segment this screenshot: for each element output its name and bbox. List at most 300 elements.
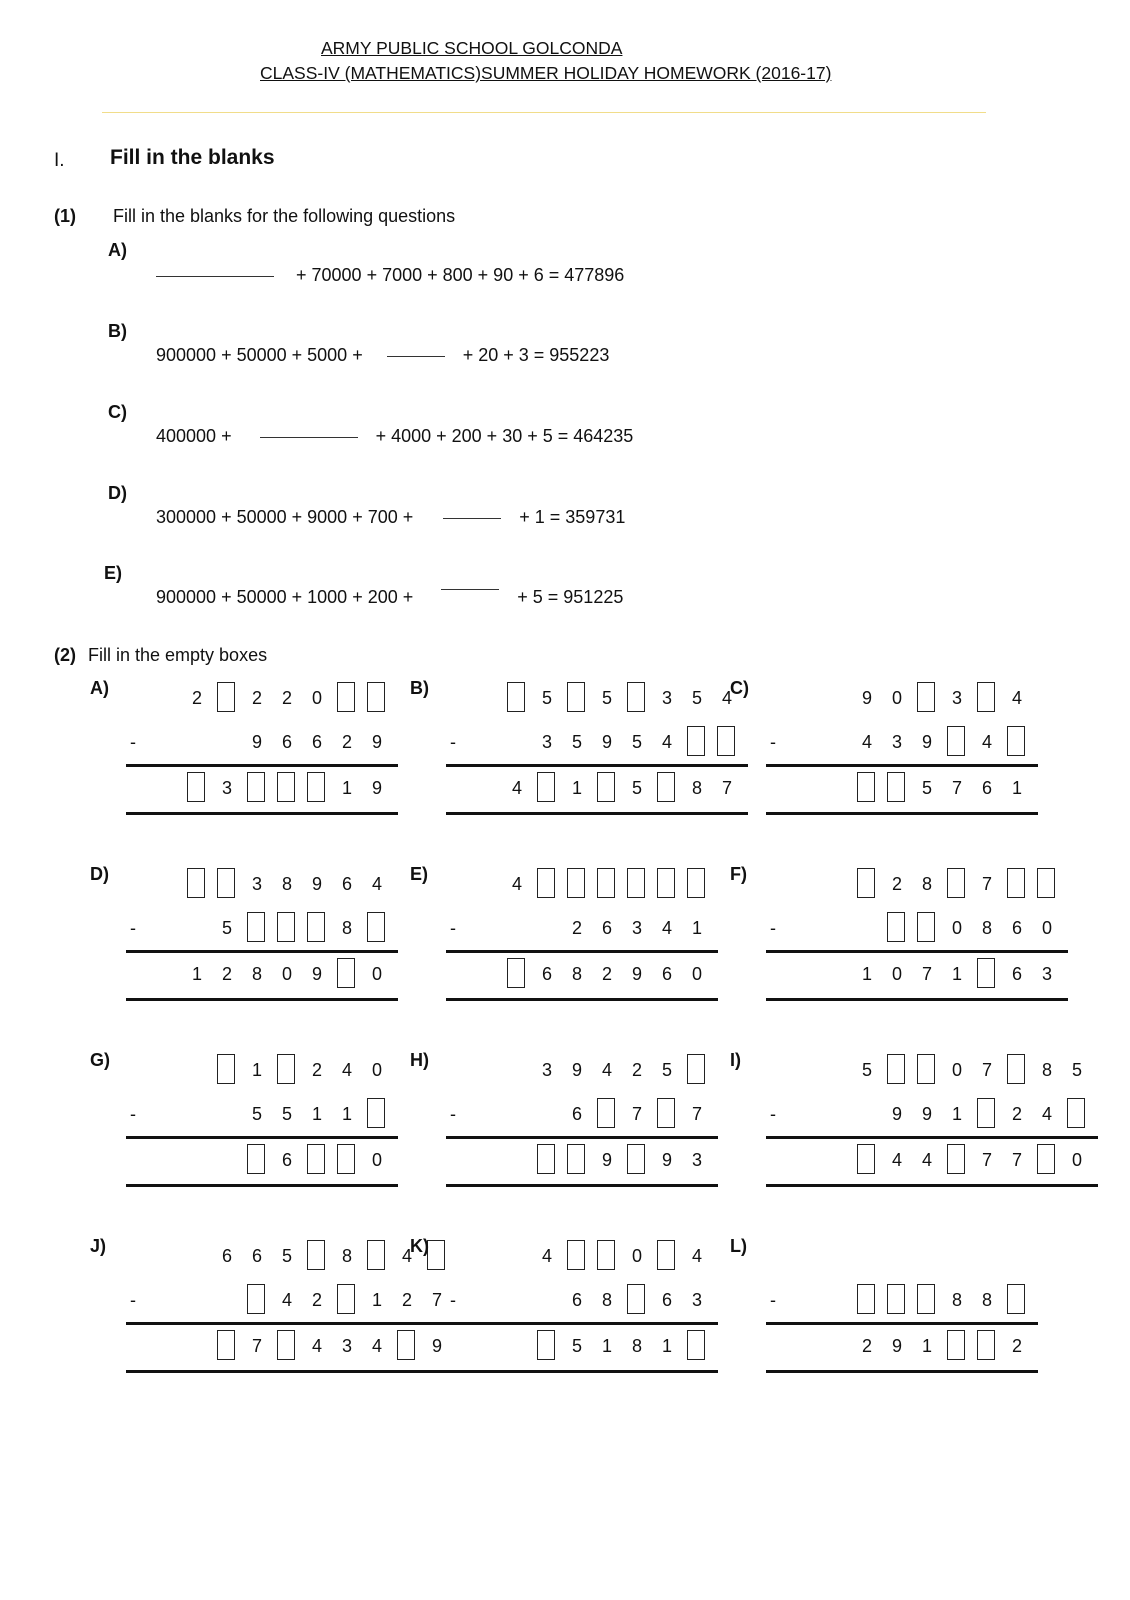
problem-label: H) <box>410 1050 429 1070</box>
digit-cell[interactable] <box>562 1142 592 1178</box>
minuend-row <box>730 866 1060 902</box>
empty-answer-box[interactable] <box>537 868 555 898</box>
problem-label: C) <box>730 678 749 698</box>
answer-blank[interactable] <box>387 356 445 357</box>
digit: 3 <box>541 732 552 752</box>
digit: 5 <box>571 732 582 752</box>
empty-answer-box[interactable] <box>367 1240 385 1270</box>
empty-answer-box[interactable] <box>367 912 385 942</box>
empty-answer-box[interactable] <box>687 726 705 756</box>
minus-sign: - <box>450 732 456 752</box>
empty-answer-box[interactable] <box>657 868 675 898</box>
digit-cell[interactable] <box>242 1282 272 1318</box>
digit-cell[interactable] <box>1032 1142 1062 1178</box>
subtrahend-row <box>410 1096 740 1132</box>
digit-cell[interactable] <box>212 1328 242 1364</box>
digit: 1 <box>371 1290 382 1310</box>
digit: 8 <box>631 1336 642 1356</box>
digit-cell[interactable] <box>942 1142 972 1178</box>
empty-answer-box[interactable] <box>977 1330 995 1360</box>
digit-cell[interactable] <box>272 1052 302 1088</box>
digit: 4 <box>311 1336 322 1356</box>
minuend-row <box>90 866 420 902</box>
empty-answer-box[interactable] <box>917 1054 935 1084</box>
minuend-row <box>90 1238 420 1274</box>
minus-sign: - <box>450 1290 456 1310</box>
sum-line <box>446 1322 718 1325</box>
q1-item-label: A) <box>108 240 127 260</box>
empty-answer-box[interactable] <box>657 1098 675 1128</box>
equation-text: + 4000 + 200 + 30 + 5 = 464235 <box>375 426 634 446</box>
digit-cell[interactable] <box>532 770 562 806</box>
digit-cell[interactable] <box>362 1096 392 1132</box>
digit: 1 <box>311 1104 322 1124</box>
answer-blank[interactable] <box>260 437 358 438</box>
digit: 1 <box>951 964 962 984</box>
empty-answer-box[interactable] <box>597 1098 615 1128</box>
digit-cell[interactable] <box>1032 866 1062 902</box>
digit-cell[interactable] <box>652 1238 682 1274</box>
digit-cell[interactable] <box>972 680 1002 716</box>
digit: 6 <box>541 964 552 984</box>
subtrahend-row <box>90 1282 442 1318</box>
empty-answer-box[interactable] <box>627 868 645 898</box>
digit-cell[interactable] <box>942 724 972 760</box>
empty-answer-box[interactable] <box>687 1054 705 1084</box>
empty-answer-box[interactable] <box>217 682 235 712</box>
digit: 8 <box>951 1290 962 1310</box>
digit-cell[interactable] <box>652 770 682 806</box>
empty-answer-box[interactable] <box>567 1144 585 1174</box>
empty-answer-box[interactable] <box>1007 1054 1025 1084</box>
empty-answer-box[interactable] <box>657 1240 675 1270</box>
empty-answer-box[interactable] <box>1007 726 1025 756</box>
difference-row <box>90 1328 442 1364</box>
empty-answer-box[interactable] <box>917 912 935 942</box>
empty-answer-box[interactable] <box>657 772 675 802</box>
digit: 5 <box>631 732 642 752</box>
empty-answer-box[interactable] <box>687 868 705 898</box>
answer-blank[interactable] <box>441 589 499 590</box>
empty-answer-box[interactable] <box>947 1330 965 1360</box>
digit: 4 <box>511 874 522 894</box>
empty-answer-box[interactable] <box>217 868 235 898</box>
empty-answer-box[interactable] <box>947 868 965 898</box>
empty-answer-box[interactable] <box>247 1284 265 1314</box>
digit: 8 <box>601 1290 612 1310</box>
difference-row <box>90 956 420 992</box>
empty-answer-box[interactable] <box>277 912 295 942</box>
digit: 0 <box>951 1060 962 1080</box>
digit-cell[interactable] <box>852 1282 882 1318</box>
digit-cell[interactable] <box>362 910 392 946</box>
digit-cell[interactable] <box>1002 1282 1032 1318</box>
digit: 6 <box>571 1104 582 1124</box>
digit-cell[interactable] <box>1002 724 1032 760</box>
sum-line <box>766 1322 1038 1325</box>
digit-cell[interactable] <box>272 1328 302 1364</box>
empty-answer-box[interactable] <box>857 868 875 898</box>
difference-row <box>730 770 1060 806</box>
digit-cell[interactable] <box>502 956 532 992</box>
empty-answer-box[interactable] <box>307 1144 325 1174</box>
digit: 4 <box>511 778 522 798</box>
empty-answer-box[interactable] <box>597 868 615 898</box>
digit-cell[interactable] <box>242 910 272 946</box>
digit-cell[interactable] <box>972 1096 1002 1132</box>
digit: 7 <box>951 778 962 798</box>
empty-answer-box[interactable] <box>337 1144 355 1174</box>
minus-sign: - <box>130 1290 136 1310</box>
digit-cell[interactable] <box>622 1282 652 1318</box>
digit-cell[interactable] <box>532 1328 562 1364</box>
subtraction-problem <box>90 864 420 1044</box>
problem-label: B) <box>410 678 429 698</box>
digit-cell[interactable] <box>622 680 652 716</box>
empty-answer-box[interactable] <box>947 726 965 756</box>
header-divider <box>102 112 986 113</box>
digit-cell[interactable] <box>912 910 942 946</box>
result-underline <box>126 1184 398 1187</box>
digit: 0 <box>281 964 292 984</box>
empty-answer-box[interactable] <box>217 1330 235 1360</box>
empty-answer-box[interactable] <box>337 1284 355 1314</box>
empty-answer-box[interactable] <box>247 912 265 942</box>
sum-line <box>446 950 718 953</box>
empty-answer-box[interactable] <box>917 682 935 712</box>
empty-answer-box[interactable] <box>247 772 265 802</box>
result-underline <box>766 812 1038 815</box>
subtrahend-row <box>730 910 1060 946</box>
section-title: Fill in the blanks <box>110 146 275 169</box>
digit: 4 <box>401 1246 412 1266</box>
minuend-row <box>730 1052 1082 1088</box>
empty-answer-box[interactable] <box>597 1240 615 1270</box>
subtrahend-row <box>410 724 740 760</box>
empty-answer-box[interactable] <box>597 772 615 802</box>
digit-cell[interactable] <box>562 866 592 902</box>
digit-cell[interactable] <box>212 680 242 716</box>
empty-answer-box[interactable] <box>887 1054 905 1084</box>
minus-sign: - <box>770 1290 776 1310</box>
digit: 1 <box>341 778 352 798</box>
empty-answer-box[interactable] <box>277 772 295 802</box>
problem-label: F) <box>730 864 747 884</box>
digit-cell[interactable] <box>182 866 212 902</box>
digit-cell[interactable] <box>882 1282 912 1318</box>
digit: 3 <box>631 918 642 938</box>
digit: 6 <box>1011 964 1022 984</box>
result-underline <box>766 998 1068 1001</box>
digit-cell[interactable] <box>242 770 272 806</box>
digit: 5 <box>251 1104 262 1124</box>
difference-row <box>410 770 740 806</box>
empty-answer-box[interactable] <box>507 958 525 988</box>
problem-label: G) <box>90 1050 110 1070</box>
empty-answer-box[interactable] <box>307 912 325 942</box>
digit-cell[interactable] <box>532 1142 562 1178</box>
digit: 9 <box>661 1150 672 1170</box>
digit: 9 <box>921 732 932 752</box>
minus-sign: - <box>770 918 776 938</box>
digit-cell[interactable] <box>302 1238 332 1274</box>
digit-cell[interactable] <box>302 1142 332 1178</box>
digit-cell[interactable] <box>592 770 622 806</box>
subtraction-problem <box>410 678 740 858</box>
digit-cell[interactable] <box>272 770 302 806</box>
minus-sign: - <box>130 732 136 752</box>
empty-answer-box[interactable] <box>187 772 205 802</box>
digit-cell[interactable] <box>1062 1096 1092 1132</box>
digit: 9 <box>601 732 612 752</box>
digit: 4 <box>661 918 672 938</box>
digit-cell[interactable] <box>972 1328 1002 1364</box>
digit: 5 <box>221 918 232 938</box>
digit-cell[interactable] <box>912 1052 942 1088</box>
digit-cell[interactable] <box>182 770 212 806</box>
equation-text: + 70000 + 7000 + 800 + 90 + 6 = 477896 <box>296 265 625 285</box>
digit-cell[interactable] <box>212 866 242 902</box>
empty-answer-box[interactable] <box>947 1144 965 1174</box>
empty-answer-box[interactable] <box>887 912 905 942</box>
digit: 1 <box>861 964 872 984</box>
empty-answer-box[interactable] <box>857 1144 875 1174</box>
digit: 9 <box>251 732 262 752</box>
digit: 8 <box>921 874 932 894</box>
result-underline <box>766 1184 1098 1187</box>
digit: 6 <box>281 1150 292 1170</box>
digit-cell[interactable] <box>332 1142 362 1178</box>
minus-sign: - <box>450 918 456 938</box>
problem-label: A) <box>90 678 109 698</box>
subtraction-problem <box>90 1050 420 1230</box>
subtraction-problem <box>410 1236 740 1416</box>
digit-cell[interactable] <box>682 866 712 902</box>
digit-cell[interactable] <box>332 956 362 992</box>
sum-line <box>126 764 398 767</box>
digit: 5 <box>281 1246 292 1266</box>
empty-answer-box[interactable] <box>507 682 525 712</box>
empty-answer-box[interactable] <box>1037 868 1055 898</box>
digit: 7 <box>691 1104 702 1124</box>
empty-answer-box[interactable] <box>187 868 205 898</box>
digit: 8 <box>981 1290 992 1310</box>
sum-line <box>446 764 748 767</box>
digit-cell[interactable] <box>272 910 302 946</box>
digit-cell[interactable] <box>972 956 1002 992</box>
sum-line <box>126 950 398 953</box>
question-2-number: (2) <box>54 645 76 665</box>
digit-cell[interactable] <box>1002 866 1032 902</box>
homework-title: CLASS-IV (MATHEMATICS)SUMMER HOLIDAY HOMEWORK (2016-17) <box>260 63 832 83</box>
digit: 8 <box>571 964 582 984</box>
digit: 3 <box>891 732 902 752</box>
digit-cell[interactable] <box>682 1328 712 1364</box>
empty-answer-box[interactable] <box>537 772 555 802</box>
empty-answer-box[interactable] <box>1067 1098 1085 1128</box>
digit-cell[interactable] <box>242 1142 272 1178</box>
digit: 6 <box>601 918 612 938</box>
empty-answer-box[interactable] <box>337 682 355 712</box>
digit: 7 <box>631 1104 642 1124</box>
digit-cell[interactable] <box>682 1052 712 1088</box>
empty-answer-box[interactable] <box>277 1054 295 1084</box>
digit: 5 <box>601 688 612 708</box>
minuend-row <box>410 866 740 902</box>
digit: 8 <box>341 918 352 938</box>
digit-cell[interactable] <box>212 1052 242 1088</box>
digit: 9 <box>861 688 872 708</box>
empty-answer-box[interactable] <box>977 958 995 988</box>
empty-answer-box[interactable] <box>367 682 385 712</box>
digit-cell[interactable] <box>942 866 972 902</box>
digit: 9 <box>371 732 382 752</box>
empty-answer-box[interactable] <box>977 1098 995 1128</box>
empty-answer-box[interactable] <box>917 1284 935 1314</box>
digit-cell[interactable] <box>562 680 592 716</box>
digit: 8 <box>341 1246 352 1266</box>
digit: 3 <box>251 874 262 894</box>
digit-cell[interactable] <box>882 1052 912 1088</box>
digit: 9 <box>371 778 382 798</box>
digit: 2 <box>401 1290 412 1310</box>
digit: 3 <box>661 688 672 708</box>
digit: 4 <box>281 1290 292 1310</box>
digit-cell[interactable] <box>882 910 912 946</box>
empty-answer-box[interactable] <box>367 1098 385 1128</box>
digit-cell[interactable] <box>362 1238 392 1274</box>
digit: 5 <box>921 778 932 798</box>
digit: 7 <box>981 874 992 894</box>
digit-cell[interactable] <box>882 770 912 806</box>
digit: 2 <box>1011 1104 1022 1124</box>
subtrahend-row <box>90 910 420 946</box>
digit-cell[interactable] <box>332 680 362 716</box>
digit: 4 <box>371 874 382 894</box>
subtrahend-row <box>730 724 1060 760</box>
digit-cell[interactable] <box>592 1096 622 1132</box>
digit-cell[interactable] <box>592 1238 622 1274</box>
section-number: I. <box>54 150 65 171</box>
empty-answer-box[interactable] <box>627 682 645 712</box>
digit-cell[interactable] <box>362 680 392 716</box>
empty-answer-box[interactable] <box>627 1284 645 1314</box>
equation-text: 900000 + 50000 + 5000 + <box>156 345 363 365</box>
digit: 2 <box>311 1290 322 1310</box>
equation-text: 300000 + 50000 + 9000 + 700 + <box>156 507 414 527</box>
digit: 7 <box>721 778 732 798</box>
digit: 9 <box>891 1336 902 1356</box>
empty-answer-box[interactable] <box>537 1144 555 1174</box>
minuend-row <box>410 1238 740 1274</box>
empty-answer-box[interactable] <box>1037 1144 1055 1174</box>
sum-line <box>126 1136 398 1139</box>
digit-cell[interactable] <box>852 1142 882 1178</box>
empty-answer-box[interactable] <box>307 772 325 802</box>
digit-cell[interactable] <box>302 770 332 806</box>
empty-answer-box[interactable] <box>307 1240 325 1270</box>
equation-text: + 1 = 359731 <box>519 507 626 527</box>
digit-cell[interactable] <box>852 770 882 806</box>
minus-sign: - <box>130 1104 136 1124</box>
digit-cell[interactable] <box>622 1142 652 1178</box>
digit: 3 <box>691 1290 702 1310</box>
digit-cell[interactable] <box>502 680 532 716</box>
empty-answer-box[interactable] <box>857 1284 875 1314</box>
digit: 0 <box>631 1246 642 1266</box>
digit: 1 <box>601 1336 612 1356</box>
empty-answer-box[interactable] <box>567 682 585 712</box>
empty-answer-box[interactable] <box>247 1144 265 1174</box>
empty-answer-box[interactable] <box>977 682 995 712</box>
subtrahend-row <box>90 724 420 760</box>
empty-answer-box[interactable] <box>887 772 905 802</box>
difference-row <box>730 1328 1060 1364</box>
subtrahend-row <box>410 910 740 946</box>
empty-answer-box[interactable] <box>627 1144 645 1174</box>
q1-item-b-equation <box>156 345 609 366</box>
digit: 1 <box>691 918 702 938</box>
digit-cell[interactable] <box>652 866 682 902</box>
difference-row <box>410 956 740 992</box>
q1-item-label: B) <box>108 321 127 341</box>
result-underline <box>126 1370 458 1373</box>
digit: 8 <box>1041 1060 1052 1080</box>
digit-cell[interactable] <box>332 1282 362 1318</box>
q1-item-label: D) <box>108 483 127 503</box>
empty-answer-box[interactable] <box>337 958 355 988</box>
difference-row <box>90 1142 420 1178</box>
empty-answer-box[interactable] <box>567 1240 585 1270</box>
empty-answer-box[interactable] <box>887 1284 905 1314</box>
empty-answer-box[interactable] <box>277 1330 295 1360</box>
digit: 8 <box>281 874 292 894</box>
digit: 2 <box>251 688 262 708</box>
subtraction-problem <box>730 1050 1082 1230</box>
digit: 2 <box>341 732 352 752</box>
digit: 9 <box>891 1104 902 1124</box>
digit-cell[interactable] <box>652 1096 682 1132</box>
digit: 0 <box>691 964 702 984</box>
digit-cell[interactable] <box>532 866 562 902</box>
digit-cell[interactable] <box>852 866 882 902</box>
subtrahend-row <box>730 1282 1060 1318</box>
digit-cell[interactable] <box>942 1328 972 1364</box>
digit-cell[interactable] <box>302 910 332 946</box>
subtraction-problem <box>730 1236 1060 1416</box>
empty-answer-box[interactable] <box>217 1054 235 1084</box>
digit-cell[interactable] <box>912 1282 942 1318</box>
empty-answer-box[interactable] <box>857 772 875 802</box>
digit-cell[interactable] <box>592 866 622 902</box>
answer-blank[interactable] <box>156 276 274 277</box>
subtraction-problem <box>410 1050 740 1230</box>
empty-answer-box[interactable] <box>687 1330 705 1360</box>
digit: 3 <box>1041 964 1052 984</box>
digit-cell[interactable] <box>1002 1052 1032 1088</box>
digit-cell[interactable] <box>562 1238 592 1274</box>
empty-answer-box[interactable] <box>537 1330 555 1360</box>
digit: 3 <box>221 778 232 798</box>
digit: 3 <box>691 1150 702 1170</box>
empty-answer-box[interactable] <box>1007 868 1025 898</box>
answer-blank[interactable] <box>443 518 501 519</box>
digit-cell[interactable] <box>682 724 712 760</box>
digit-cell[interactable] <box>622 866 652 902</box>
empty-answer-box[interactable] <box>1007 1284 1025 1314</box>
digit-cell[interactable] <box>912 680 942 716</box>
empty-answer-box[interactable] <box>567 868 585 898</box>
